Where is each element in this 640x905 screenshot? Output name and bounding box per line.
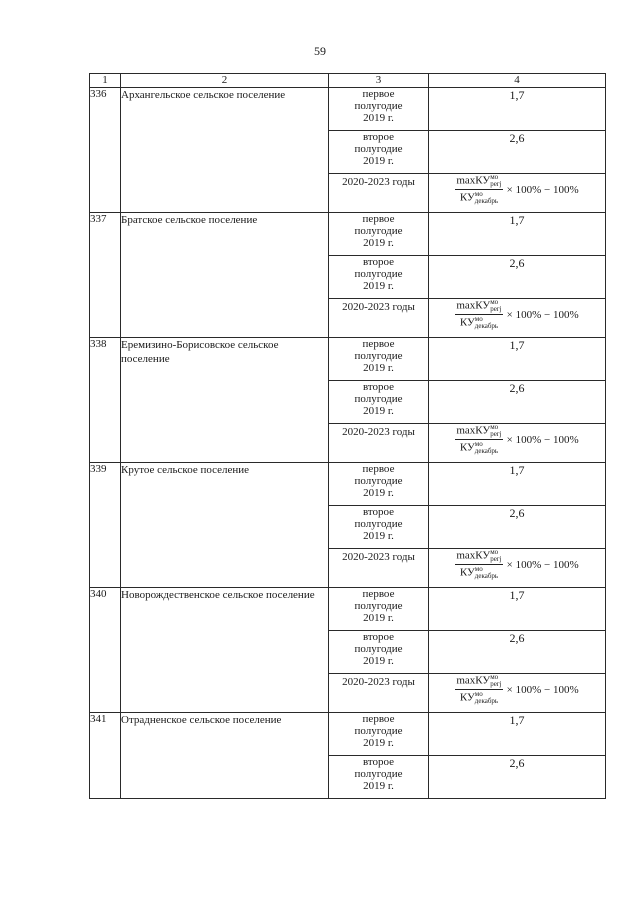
period-cell xyxy=(329,588,429,631)
row-number: 337 xyxy=(90,213,121,338)
period-line: 2019 г. xyxy=(363,112,394,124)
formula-num-main: maxКУ xyxy=(456,674,491,687)
settlement-name: Братское сельское поселение xyxy=(121,213,329,338)
formula-den-main: КУ xyxy=(459,566,475,579)
tariff-table xyxy=(89,73,606,799)
period-line: полугодие xyxy=(354,643,403,655)
value-cell: 2,6 xyxy=(429,131,606,174)
period-line: полугодие xyxy=(354,225,403,237)
period-line: полугодие xyxy=(354,725,403,737)
formula-numerator xyxy=(455,424,502,440)
period-line: второе xyxy=(362,506,395,518)
settlement-name: Еремизино-Борисовское сельское поселение xyxy=(121,338,329,463)
period-line: второе xyxy=(362,256,395,268)
header-col-3: 3 xyxy=(329,74,429,88)
formula-num-sup: мо xyxy=(490,173,499,181)
header-col-2: 2 xyxy=(121,74,329,88)
formula-num-sup: мо xyxy=(490,673,499,681)
formula-denominator xyxy=(460,565,498,580)
formula-tail: × 100% − 100% xyxy=(506,308,579,321)
row-number: 340 xyxy=(90,588,121,713)
settlement-name: Отрадненское сельское поселение xyxy=(121,713,329,799)
formula-den-sup: мо xyxy=(474,565,483,573)
table-row xyxy=(90,588,606,631)
formula-den-indices xyxy=(475,316,498,330)
formula-tail: × 100% − 100% xyxy=(506,683,579,696)
period-cell xyxy=(329,381,429,424)
period-line: полугодие xyxy=(354,768,403,780)
formula xyxy=(429,174,605,205)
formula-den-main: КУ xyxy=(459,691,475,704)
formula-denominator xyxy=(460,315,498,330)
header-col-1: 1 xyxy=(90,74,121,88)
period-line: полугодие xyxy=(354,143,403,155)
period-cell: 2020-2023 годы xyxy=(329,424,429,463)
value-cell: 1,7 xyxy=(429,213,606,256)
period-line: полугодие xyxy=(354,600,403,612)
formula-den-sub: декабрь xyxy=(474,697,499,705)
period-line: 2019 г. xyxy=(363,405,394,417)
formula-cell xyxy=(429,674,606,713)
formula-fraction xyxy=(455,549,502,580)
table-row xyxy=(90,88,606,131)
period-line: 2019 г. xyxy=(363,780,394,792)
period-line: первое xyxy=(362,213,395,225)
formula-numerator xyxy=(455,674,502,690)
formula-denominator xyxy=(460,440,498,455)
formula-den-sup: мо xyxy=(474,315,483,323)
value-cell: 2,6 xyxy=(429,506,606,549)
period-line: полугодие xyxy=(354,268,403,280)
formula-num-sub: регj xyxy=(490,680,502,688)
table-row xyxy=(90,213,606,256)
period-line: второе xyxy=(362,756,395,768)
formula-num-sub: регj xyxy=(490,430,502,438)
formula-den-indices xyxy=(475,191,498,205)
formula-num-indices xyxy=(490,299,501,313)
period-line: второе xyxy=(362,631,395,643)
formula-den-sub: декабрь xyxy=(474,322,499,330)
header-row xyxy=(90,74,606,88)
formula xyxy=(429,549,605,580)
period-line: первое xyxy=(362,338,395,350)
formula-fraction xyxy=(455,299,502,330)
period-line: полугодие xyxy=(354,350,403,362)
formula-num-main: maxКУ xyxy=(456,424,491,437)
formula-denominator xyxy=(460,690,498,705)
period-cell xyxy=(329,713,429,756)
table-row xyxy=(90,463,606,506)
period-cell xyxy=(329,506,429,549)
period-cell: 2020-2023 годы xyxy=(329,174,429,213)
table-row xyxy=(90,338,606,381)
formula-num-indices xyxy=(490,674,501,688)
formula-num-sub: регj xyxy=(490,305,502,313)
period-cell xyxy=(329,631,429,674)
header-col-4: 4 xyxy=(429,74,606,88)
formula-num-sub: регj xyxy=(490,555,502,563)
formula-num-sup: мо xyxy=(490,423,499,431)
value-cell: 2,6 xyxy=(429,756,606,799)
period-cell xyxy=(329,463,429,506)
formula-tail: × 100% − 100% xyxy=(506,558,579,571)
formula-den-sub: декабрь xyxy=(474,197,499,205)
row-number: 341 xyxy=(90,713,121,799)
formula-num-main: maxКУ xyxy=(456,174,491,187)
formula xyxy=(429,299,605,330)
period-line: полугодие xyxy=(354,100,403,112)
period-line: 2019 г. xyxy=(363,237,394,249)
page-number: 59 xyxy=(314,44,326,58)
settlement-name: Крутое сельское поселение xyxy=(121,463,329,588)
formula-den-sup: мо xyxy=(474,690,483,698)
period-line: 2019 г. xyxy=(363,362,394,374)
formula-fraction xyxy=(455,424,502,455)
period-line: второе xyxy=(362,131,395,143)
settlement-name: Архангельское сельское поселение xyxy=(121,88,329,213)
row-number: 338 xyxy=(90,338,121,463)
value-cell: 1,7 xyxy=(429,713,606,756)
period-line: 2019 г. xyxy=(363,737,394,749)
formula-den-sup: мо xyxy=(474,190,483,198)
formula-num-sup: мо xyxy=(490,298,499,306)
value-cell: 2,6 xyxy=(429,381,606,424)
period-cell xyxy=(329,213,429,256)
formula-num-indices xyxy=(490,424,501,438)
value-cell: 1,7 xyxy=(429,588,606,631)
settlement-name: Новорождественское сельское поселение xyxy=(121,588,329,713)
formula xyxy=(429,424,605,455)
value-cell: 2,6 xyxy=(429,256,606,299)
formula-den-main: КУ xyxy=(459,316,475,329)
formula-tail: × 100% − 100% xyxy=(506,183,579,196)
period-cell xyxy=(329,338,429,381)
formula-num-main: maxКУ xyxy=(456,549,491,562)
period-line: полугодие xyxy=(354,518,403,530)
formula-den-sub: декабрь xyxy=(474,447,499,455)
value-cell: 2,6 xyxy=(429,631,606,674)
value-cell: 1,7 xyxy=(429,463,606,506)
formula-num-main: maxКУ xyxy=(456,299,491,312)
period-line: 2019 г. xyxy=(363,612,394,624)
value-cell: 1,7 xyxy=(429,338,606,381)
period-line: 2019 г. xyxy=(363,655,394,667)
formula-fraction xyxy=(455,674,502,705)
row-number: 339 xyxy=(90,463,121,588)
formula-num-indices xyxy=(490,174,501,188)
period-line: 2019 г. xyxy=(363,155,394,167)
formula-cell xyxy=(429,549,606,588)
period-cell: 2020-2023 годы xyxy=(329,299,429,338)
formula-den-sup: мо xyxy=(474,440,483,448)
formula-den-sub: декабрь xyxy=(474,572,499,580)
formula-numerator xyxy=(455,174,502,190)
formula-tail: × 100% − 100% xyxy=(506,433,579,446)
period-line: 2019 г. xyxy=(363,530,394,542)
period-cell: 2020-2023 годы xyxy=(329,549,429,588)
formula-den-main: КУ xyxy=(459,441,475,454)
table-row xyxy=(90,713,606,756)
period-cell xyxy=(329,131,429,174)
period-line: полугодие xyxy=(354,475,403,487)
period-line: первое xyxy=(362,713,395,725)
formula-fraction xyxy=(455,174,502,205)
formula-num-sub: регj xyxy=(490,180,502,188)
formula-den-indices xyxy=(475,566,498,580)
formula-cell xyxy=(429,424,606,463)
period-cell xyxy=(329,756,429,799)
formula xyxy=(429,674,605,705)
period-line: первое xyxy=(362,88,395,100)
formula-den-main: КУ xyxy=(459,191,475,204)
period-cell xyxy=(329,256,429,299)
formula-denominator xyxy=(460,190,498,205)
formula-numerator xyxy=(455,299,502,315)
period-line: 2019 г. xyxy=(363,280,394,292)
formula-num-sup: мо xyxy=(490,548,499,556)
period-line: 2019 г. xyxy=(363,487,394,499)
formula-numerator xyxy=(455,549,502,565)
period-cell: 2020-2023 годы xyxy=(329,674,429,713)
formula-cell xyxy=(429,174,606,213)
formula-num-indices xyxy=(490,549,501,563)
period-line: второе xyxy=(362,381,395,393)
row-number: 336 xyxy=(90,88,121,213)
formula-den-indices xyxy=(475,441,498,455)
period-cell xyxy=(329,88,429,131)
formula-cell xyxy=(429,299,606,338)
period-line: первое xyxy=(362,463,395,475)
formula-den-indices xyxy=(475,691,498,705)
value-cell: 1,7 xyxy=(429,88,606,131)
period-line: полугодие xyxy=(354,393,403,405)
period-line: первое xyxy=(362,588,395,600)
